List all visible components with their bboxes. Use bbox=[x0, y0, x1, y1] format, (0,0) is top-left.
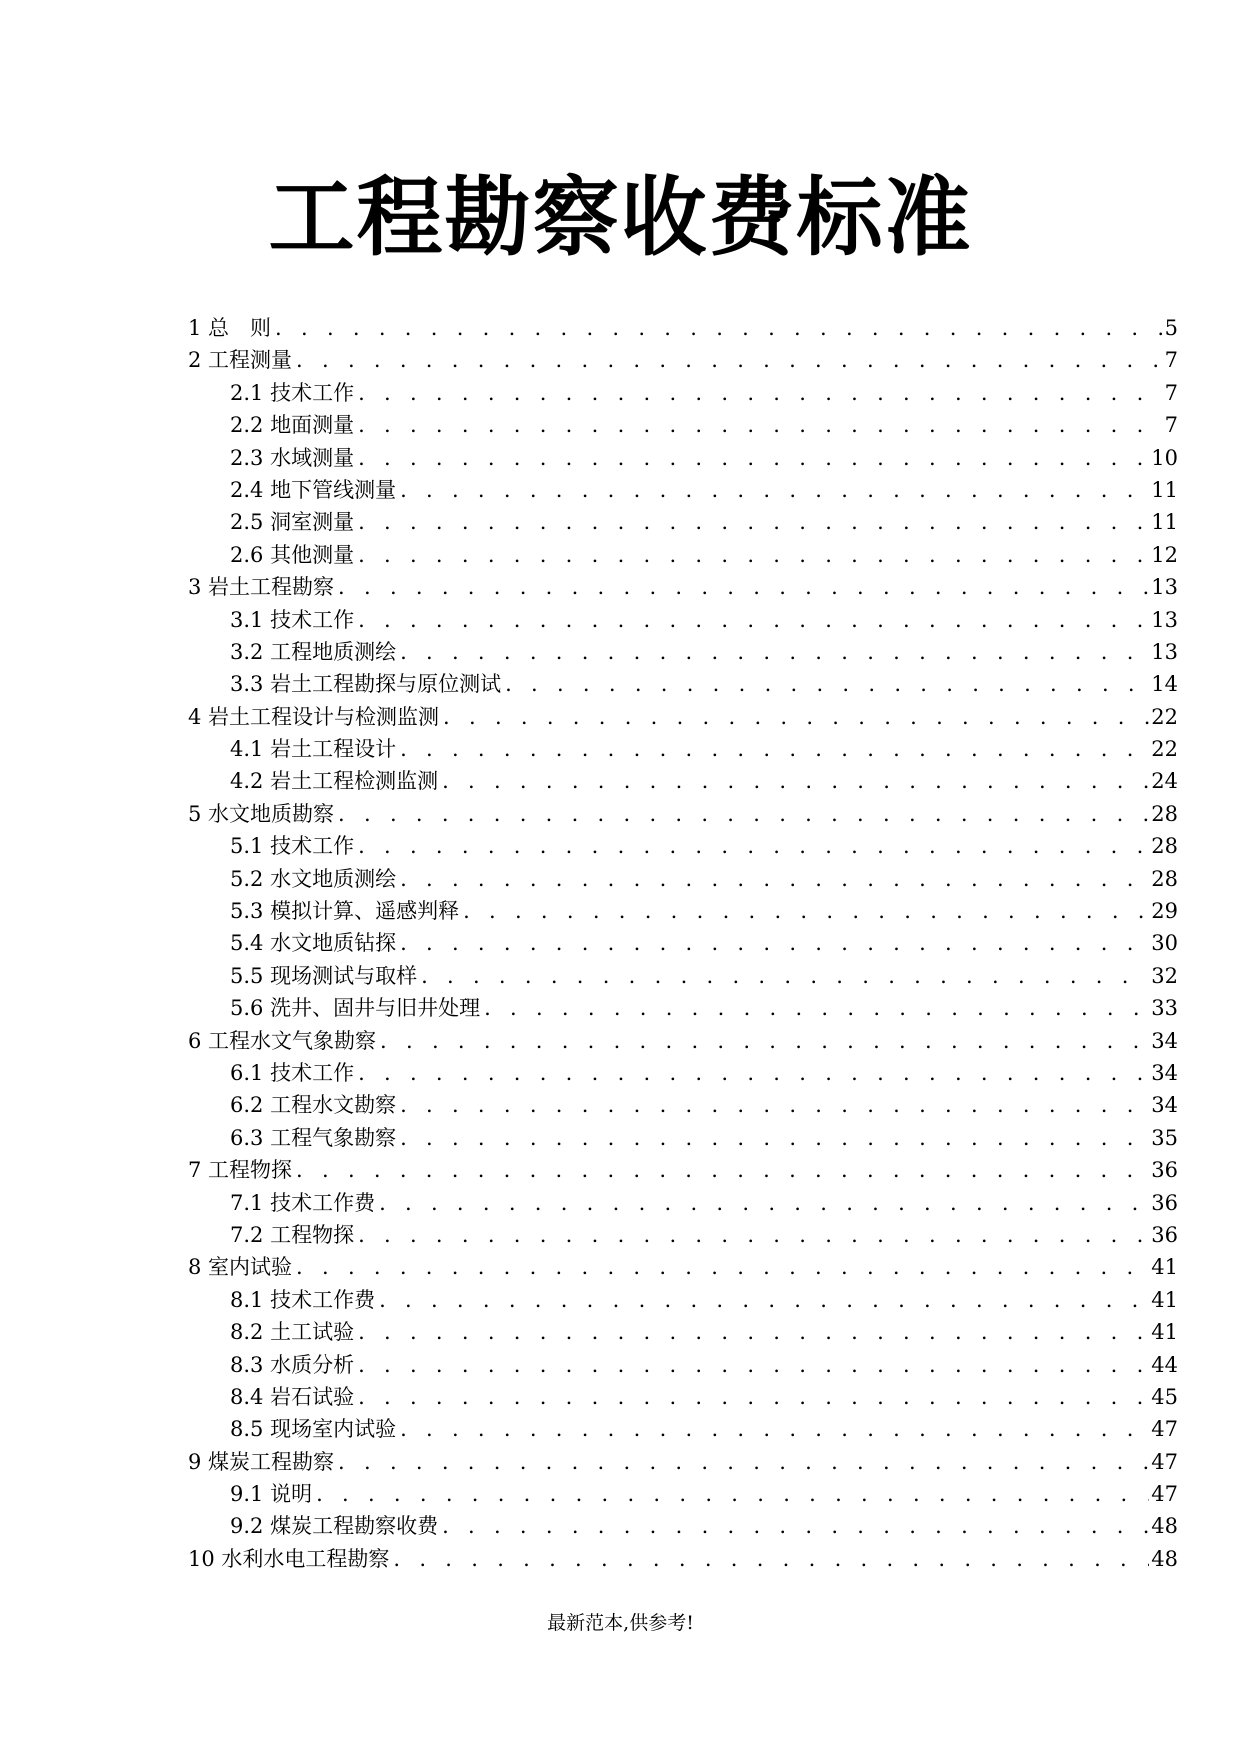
toc-page-number: 11 bbox=[1151, 477, 1178, 502]
toc-section-entry[interactable] bbox=[188, 1284, 1178, 1316]
toc-section-entry[interactable] bbox=[188, 765, 1178, 797]
toc-dot-leader bbox=[338, 798, 1149, 830]
toc-entry-label: 8.5 现场室内试验 bbox=[230, 1417, 397, 1442]
toc-entry-label: 3.3 岩土工程勘探与原位测试 bbox=[230, 672, 502, 697]
toc-dot-leader bbox=[393, 1543, 1149, 1575]
toc-dot-leader bbox=[442, 1510, 1149, 1542]
toc-chapter-entry[interactable] bbox=[188, 1446, 1178, 1478]
toc-dot-leader bbox=[484, 992, 1149, 1024]
toc-entry-label: 8.3 水质分析 bbox=[230, 1352, 355, 1377]
toc-entry-label: 5 水文地质勘察 bbox=[188, 801, 335, 826]
toc-dot-leader bbox=[296, 1154, 1149, 1186]
toc-page-number: 7 bbox=[1164, 380, 1178, 405]
toc-page-number: 41 bbox=[1151, 1320, 1178, 1345]
toc-entry-label: 10 水利水电工程勘察 bbox=[188, 1546, 390, 1571]
toc-entry-label: 6.3 工程气象勘察 bbox=[230, 1125, 397, 1150]
toc-dot-leader bbox=[358, 377, 1163, 409]
toc-page-number: 13 bbox=[1151, 575, 1178, 600]
toc-dot-leader bbox=[400, 927, 1149, 959]
toc-dot-leader bbox=[358, 604, 1149, 636]
toc-section-entry[interactable] bbox=[188, 863, 1178, 895]
toc-dot-leader bbox=[400, 733, 1149, 765]
toc-entry-label: 6.1 技术工作 bbox=[230, 1060, 355, 1085]
toc-section-entry[interactable] bbox=[188, 604, 1178, 636]
toc-entry-label: 8.2 土工试验 bbox=[230, 1320, 355, 1345]
toc-page-number: 7 bbox=[1164, 413, 1178, 438]
toc-page-number: 13 bbox=[1151, 639, 1178, 664]
toc-section-entry[interactable] bbox=[188, 927, 1178, 959]
toc-page-number: 13 bbox=[1151, 607, 1178, 632]
toc-section-entry[interactable] bbox=[188, 539, 1178, 571]
toc-entry-label: 2.4 地下管线测量 bbox=[230, 477, 397, 502]
toc-page-number: 28 bbox=[1151, 834, 1178, 859]
toc-section-entry[interactable] bbox=[188, 1187, 1178, 1219]
toc-page-number: 35 bbox=[1151, 1125, 1178, 1150]
toc-dot-leader bbox=[358, 442, 1149, 474]
toc-page-number: 22 bbox=[1151, 704, 1178, 729]
toc-page-number: 29 bbox=[1151, 899, 1178, 924]
toc-entry-label: 3.2 工程地质测绘 bbox=[230, 639, 397, 664]
toc-section-entry[interactable] bbox=[188, 1381, 1178, 1413]
toc-dot-leader bbox=[400, 474, 1149, 506]
toc-entry-label: 2.3 水域测量 bbox=[230, 445, 355, 470]
toc-entry-label: 7 工程物探 bbox=[188, 1158, 293, 1183]
toc-entry-label: 8.1 技术工作费 bbox=[230, 1287, 376, 1312]
toc-page-number: 34 bbox=[1151, 1093, 1178, 1118]
table-of-contents bbox=[188, 312, 1178, 1575]
toc-page-number: 7 bbox=[1164, 348, 1178, 373]
toc-section-entry[interactable] bbox=[188, 442, 1178, 474]
toc-entry-label: 3.1 技术工作 bbox=[230, 607, 355, 632]
page-title: 工程勘察收费标准 bbox=[268, 168, 973, 268]
toc-chapter-entry[interactable] bbox=[188, 798, 1178, 830]
toc-dot-leader bbox=[379, 1187, 1149, 1219]
toc-section-entry[interactable] bbox=[188, 474, 1178, 506]
toc-entry-label: 6 工程水文气象勘察 bbox=[188, 1028, 377, 1053]
toc-entry-label: 8.4 岩石试验 bbox=[230, 1384, 355, 1409]
toc-section-entry[interactable] bbox=[188, 1413, 1178, 1445]
toc-entry-label: 9 煤炭工程勘察 bbox=[188, 1449, 335, 1474]
toc-dot-leader bbox=[463, 895, 1149, 927]
toc-entry-label: 6.2 工程水文勘察 bbox=[230, 1093, 397, 1118]
toc-page-number: 32 bbox=[1151, 963, 1178, 988]
toc-chapter-entry[interactable] bbox=[188, 701, 1178, 733]
toc-section-entry[interactable] bbox=[188, 992, 1178, 1024]
toc-page-number: 12 bbox=[1151, 542, 1178, 567]
toc-dot-leader bbox=[316, 1478, 1149, 1510]
toc-section-entry[interactable] bbox=[188, 1219, 1178, 1251]
toc-chapter-entry[interactable] bbox=[188, 1543, 1178, 1575]
toc-section-entry[interactable] bbox=[188, 1122, 1178, 1154]
toc-entry-label: 9.1 说明 bbox=[230, 1482, 313, 1507]
toc-chapter-entry[interactable] bbox=[188, 344, 1178, 376]
toc-section-entry[interactable] bbox=[188, 377, 1178, 409]
toc-section-entry[interactable] bbox=[188, 1510, 1178, 1542]
toc-page-number: 5 bbox=[1164, 316, 1178, 340]
toc-section-entry[interactable] bbox=[188, 960, 1178, 992]
toc-page-number: 48 bbox=[1151, 1514, 1178, 1539]
toc-page-number: 47 bbox=[1151, 1417, 1178, 1442]
toc-entry-label: 9.2 煤炭工程勘察收费 bbox=[230, 1514, 439, 1539]
toc-dot-leader bbox=[442, 765, 1149, 797]
toc-page-number: 34 bbox=[1151, 1028, 1178, 1053]
toc-section-entry[interactable] bbox=[188, 1349, 1178, 1381]
toc-page-number: 41 bbox=[1151, 1255, 1178, 1280]
toc-dot-leader bbox=[358, 1057, 1149, 1089]
toc-dot-leader bbox=[400, 863, 1149, 895]
toc-entry-label: 7.2 工程物探 bbox=[230, 1222, 355, 1247]
toc-entry-label: 1 总 则 bbox=[188, 316, 272, 340]
toc-entry-label: 2 工程测量 bbox=[188, 348, 293, 373]
toc-chapter-entry[interactable] bbox=[188, 312, 1178, 344]
toc-dot-leader bbox=[338, 1446, 1149, 1478]
toc-section-entry[interactable] bbox=[188, 1478, 1178, 1510]
toc-dot-leader bbox=[400, 636, 1149, 668]
toc-dot-leader bbox=[421, 960, 1149, 992]
toc-page-number: 47 bbox=[1151, 1449, 1178, 1474]
toc-dot-leader bbox=[380, 1025, 1149, 1057]
toc-page-number: 34 bbox=[1151, 1060, 1178, 1085]
toc-dot-leader bbox=[338, 571, 1149, 603]
toc-dot-leader bbox=[296, 1251, 1149, 1283]
toc-page-number: 28 bbox=[1151, 866, 1178, 891]
toc-entry-label: 8 室内试验 bbox=[188, 1255, 293, 1280]
toc-dot-leader bbox=[400, 1122, 1149, 1154]
toc-page-number: 28 bbox=[1151, 801, 1178, 826]
toc-section-entry[interactable] bbox=[188, 1057, 1178, 1089]
toc-dot-leader bbox=[400, 1413, 1149, 1445]
toc-entry-label: 7.1 技术工作费 bbox=[230, 1190, 376, 1215]
toc-section-entry[interactable] bbox=[188, 830, 1178, 862]
toc-entry-label: 4 岩土工程设计与检测监测 bbox=[188, 704, 440, 729]
toc-page-number: 30 bbox=[1151, 931, 1178, 956]
toc-chapter-entry[interactable] bbox=[188, 571, 1178, 603]
toc-dot-leader bbox=[358, 830, 1149, 862]
toc-dot-leader bbox=[358, 409, 1163, 441]
toc-section-entry[interactable] bbox=[188, 895, 1178, 927]
toc-entry-label: 5.3 模拟计算、遥感判释 bbox=[230, 899, 460, 924]
toc-entry-label: 2.1 技术工作 bbox=[230, 380, 355, 405]
toc-entry-label: 5.1 技术工作 bbox=[230, 834, 355, 859]
toc-page-number: 24 bbox=[1151, 769, 1178, 794]
toc-dot-leader bbox=[296, 344, 1163, 376]
toc-dot-leader bbox=[358, 1349, 1149, 1381]
toc-entry-label: 4.1 岩土工程设计 bbox=[230, 737, 397, 762]
toc-dot-leader bbox=[505, 668, 1149, 700]
toc-page-number: 36 bbox=[1151, 1190, 1178, 1215]
toc-entry-label: 2.5 洞室测量 bbox=[230, 510, 355, 535]
toc-section-entry[interactable] bbox=[188, 506, 1178, 538]
toc-dot-leader bbox=[358, 1381, 1149, 1413]
toc-entry-label: 5.2 水文地质测绘 bbox=[230, 866, 397, 891]
toc-dot-leader bbox=[400, 1089, 1149, 1121]
toc-section-entry[interactable] bbox=[188, 733, 1178, 765]
toc-page-number: 44 bbox=[1151, 1352, 1178, 1377]
toc-dot-leader bbox=[443, 701, 1149, 733]
toc-page-number: 45 bbox=[1151, 1384, 1178, 1409]
toc-dot-leader bbox=[358, 1316, 1149, 1348]
toc-dot-leader bbox=[275, 312, 1163, 344]
toc-chapter-entry[interactable] bbox=[188, 1025, 1178, 1057]
toc-section-entry[interactable] bbox=[188, 668, 1178, 700]
toc-page-number: 10 bbox=[1151, 445, 1178, 470]
toc-chapter-entry[interactable] bbox=[188, 1251, 1178, 1283]
toc-page-number: 36 bbox=[1151, 1222, 1178, 1247]
toc-page-number: 33 bbox=[1151, 996, 1178, 1021]
toc-section-entry[interactable] bbox=[188, 409, 1178, 441]
toc-entry-label: 2.6 其他测量 bbox=[230, 542, 355, 567]
toc-entry-label: 2.2 地面测量 bbox=[230, 413, 355, 438]
toc-section-entry[interactable] bbox=[188, 636, 1178, 668]
toc-page-number: 41 bbox=[1151, 1287, 1178, 1312]
toc-dot-leader bbox=[379, 1284, 1149, 1316]
toc-entry-label: 5.4 水文地质钻探 bbox=[230, 931, 397, 956]
toc-section-entry[interactable] bbox=[188, 1316, 1178, 1348]
toc-chapter-entry[interactable] bbox=[188, 1154, 1178, 1186]
toc-entry-label: 5.5 现场测试与取样 bbox=[230, 963, 418, 988]
toc-page-number: 48 bbox=[1151, 1546, 1178, 1571]
toc-page-number: 36 bbox=[1151, 1158, 1178, 1183]
footer-note: 最新范本,供参考! bbox=[547, 1612, 694, 1634]
toc-dot-leader bbox=[358, 506, 1149, 538]
toc-entry-label: 5.6 洗井、固井与旧井处理 bbox=[230, 996, 481, 1021]
toc-page-number: 22 bbox=[1151, 737, 1178, 762]
toc-entry-label: 4.2 岩土工程检测监测 bbox=[230, 769, 439, 794]
toc-section-entry[interactable] bbox=[188, 1089, 1178, 1121]
toc-entry-label: 3 岩土工程勘察 bbox=[188, 575, 335, 600]
toc-page-number: 14 bbox=[1151, 672, 1178, 697]
toc-page-number: 47 bbox=[1151, 1482, 1178, 1507]
toc-page-number: 11 bbox=[1151, 510, 1178, 535]
toc-dot-leader bbox=[358, 539, 1149, 571]
toc-dot-leader bbox=[358, 1219, 1149, 1251]
